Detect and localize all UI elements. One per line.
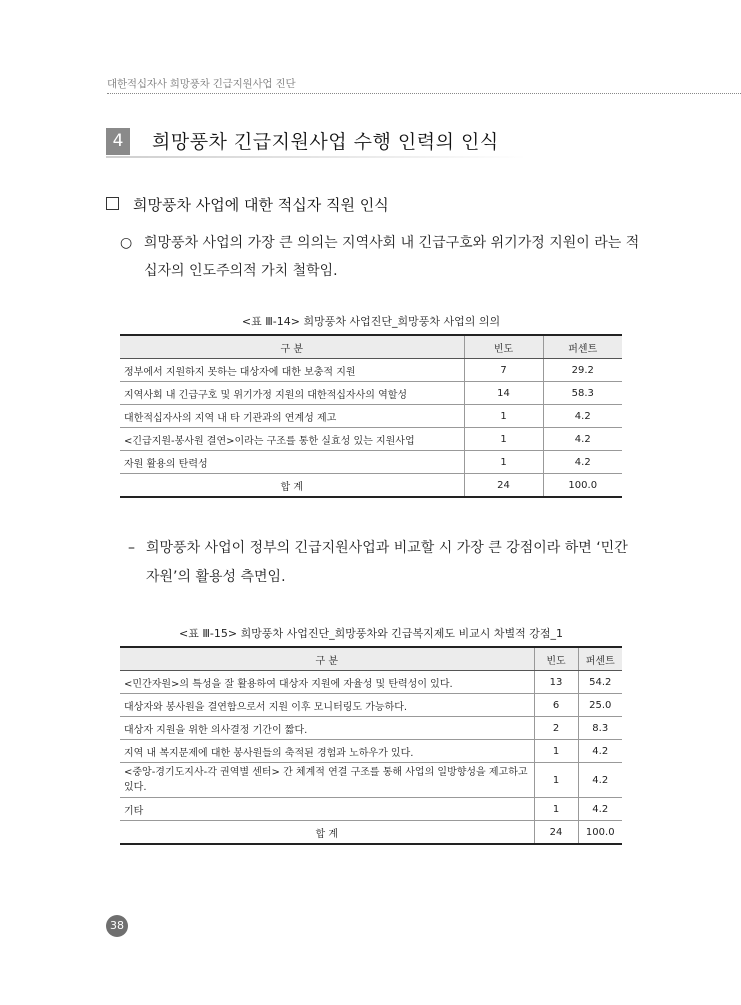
table-header-row (120, 647, 622, 671)
table-row (120, 428, 622, 451)
table-row (120, 763, 622, 798)
cell-frequency: 1 (464, 451, 543, 474)
table-row (120, 671, 622, 694)
subheading-text: 희망풍차 사업에 대한 적십자 직원 인식 (133, 196, 389, 214)
cell-percent: 4.2 (578, 740, 622, 763)
cell-total-label: 합 계 (280, 481, 303, 493)
circle-bullet-icon: ○ (120, 235, 133, 251)
table-row (120, 359, 622, 382)
table-total-row (120, 821, 622, 845)
col-header-category: 구 분 (120, 647, 534, 671)
cell-total-label: 합 계 (315, 828, 338, 840)
table-row (120, 694, 622, 717)
cell-frequency: 1 (534, 798, 578, 821)
table-row (120, 405, 622, 428)
page-number-badge: 38 (106, 915, 128, 937)
cell-frequency: 1 (464, 428, 543, 451)
cell-total-percent: 100.0 (543, 474, 622, 498)
cell-category: 자원 활용의 탄력성 (120, 451, 464, 474)
table-15-caption: <표 Ⅲ-15> 희망풍차 사업진단_희망풍차와 긴급복지제도 비교시 차별적 강점_1 (179, 627, 563, 640)
cell-category: 기타 (120, 798, 534, 821)
cell-frequency: 1 (534, 740, 578, 763)
section-title: 희망풍차 긴급지원사업 수행 인력의 인식 (152, 131, 499, 153)
cell-frequency: 2 (534, 717, 578, 740)
section-number-badge: 4 (106, 128, 130, 155)
cell-percent: 25.0 (578, 694, 622, 717)
col-header-percent: 퍼센트 (578, 647, 622, 671)
section-underline (106, 156, 526, 158)
cell-category: 정부에서 지원하지 못하는 대상자에 대한 보충적 지원 (120, 359, 464, 382)
table-15 (120, 646, 622, 845)
table-row (120, 740, 622, 763)
table-14-caption: <표 Ⅲ-14> 희망풍차 사업진단_희망풍차 사업의 의의 (241, 315, 501, 328)
cell-total-frequency: 24 (464, 474, 543, 498)
table-row (120, 382, 622, 405)
dash-bullet-icon: – (128, 540, 135, 556)
cell-total-frequency: 24 (534, 821, 578, 845)
cell-category: 지역 내 복지문제에 대한 봉사원들의 축적된 경험과 노하우가 있다. (120, 740, 534, 763)
cell-category: 지역사회 내 긴급구호 및 위기가정 지원의 대한적십자사의 역할성 (120, 382, 464, 405)
col-header-frequency: 빈도 (464, 335, 543, 359)
bullet-paragraph (120, 229, 640, 285)
col-header-category: 구 분 (120, 335, 464, 359)
col-header-percent: 퍼센트 (543, 335, 622, 359)
col-header-frequency: 빈도 (534, 647, 578, 671)
table-14 (120, 334, 622, 498)
cell-percent: 4.2 (543, 451, 622, 474)
cell-percent: 4.2 (578, 798, 622, 821)
table-row (120, 717, 622, 740)
dash-text: 희망풍차 사업이 정부의 긴급지원사업과 비교할 시 가장 큰 강점이라 하면 ‘민간자원’의 활용성 측면임. (146, 540, 628, 585)
cell-frequency: 1 (534, 763, 578, 798)
cell-percent: 4.2 (543, 405, 622, 428)
cell-frequency: 7 (464, 359, 543, 382)
cell-percent: 58.3 (543, 382, 622, 405)
cell-frequency: 6 (534, 694, 578, 717)
running-header: 대한적십자사 희망풍차 긴급지원사업 진단 (107, 78, 296, 90)
square-bullet-icon (106, 197, 119, 210)
cell-frequency: 14 (464, 382, 543, 405)
cell-total-percent: 100.0 (578, 821, 622, 845)
cell-category: <중앙-경기도지사-각 권역별 센터> 간 체계적 연결 구조를 통해 사업의 일방향성을 제고하고 있다. (120, 763, 534, 798)
dash-paragraph (128, 534, 638, 592)
cell-percent: 29.2 (543, 359, 622, 382)
table-row (120, 451, 622, 474)
cell-category: 대상자와 봉사원을 결연함으로서 지원 이후 모니터링도 가능하다. (120, 694, 534, 717)
cell-category: 대상자 지원을 위한 의사결정 기간이 짧다. (120, 717, 534, 740)
cell-frequency: 1 (464, 405, 543, 428)
cell-category: 대한적십자사의 지역 내 타 기관과의 연계성 제고 (120, 405, 464, 428)
cell-percent: 54.2 (578, 671, 622, 694)
cell-percent: 8.3 (578, 717, 622, 740)
table-total-row (120, 474, 622, 498)
subheading (106, 194, 389, 215)
cell-percent: 4.2 (543, 428, 622, 451)
bullet-text: 희망풍차 사업의 가장 큰 의의는 지역사회 내 긴급구호와 위기가정 지원이 라는 적십자의 인도주의적 가치 철학임. (144, 235, 640, 279)
table-row (120, 798, 622, 821)
table-header-row (120, 335, 622, 359)
cell-category: <긴급지원-봉사원 결연>이라는 구조를 통한 실효성 있는 지원사업 (120, 428, 464, 451)
cell-frequency: 13 (534, 671, 578, 694)
cell-percent: 4.2 (578, 763, 622, 798)
header-divider (107, 93, 741, 94)
cell-category: <민간자원>의 특성을 잘 활용하여 대상자 지원에 자율성 및 탄력성이 있다. (120, 671, 534, 694)
